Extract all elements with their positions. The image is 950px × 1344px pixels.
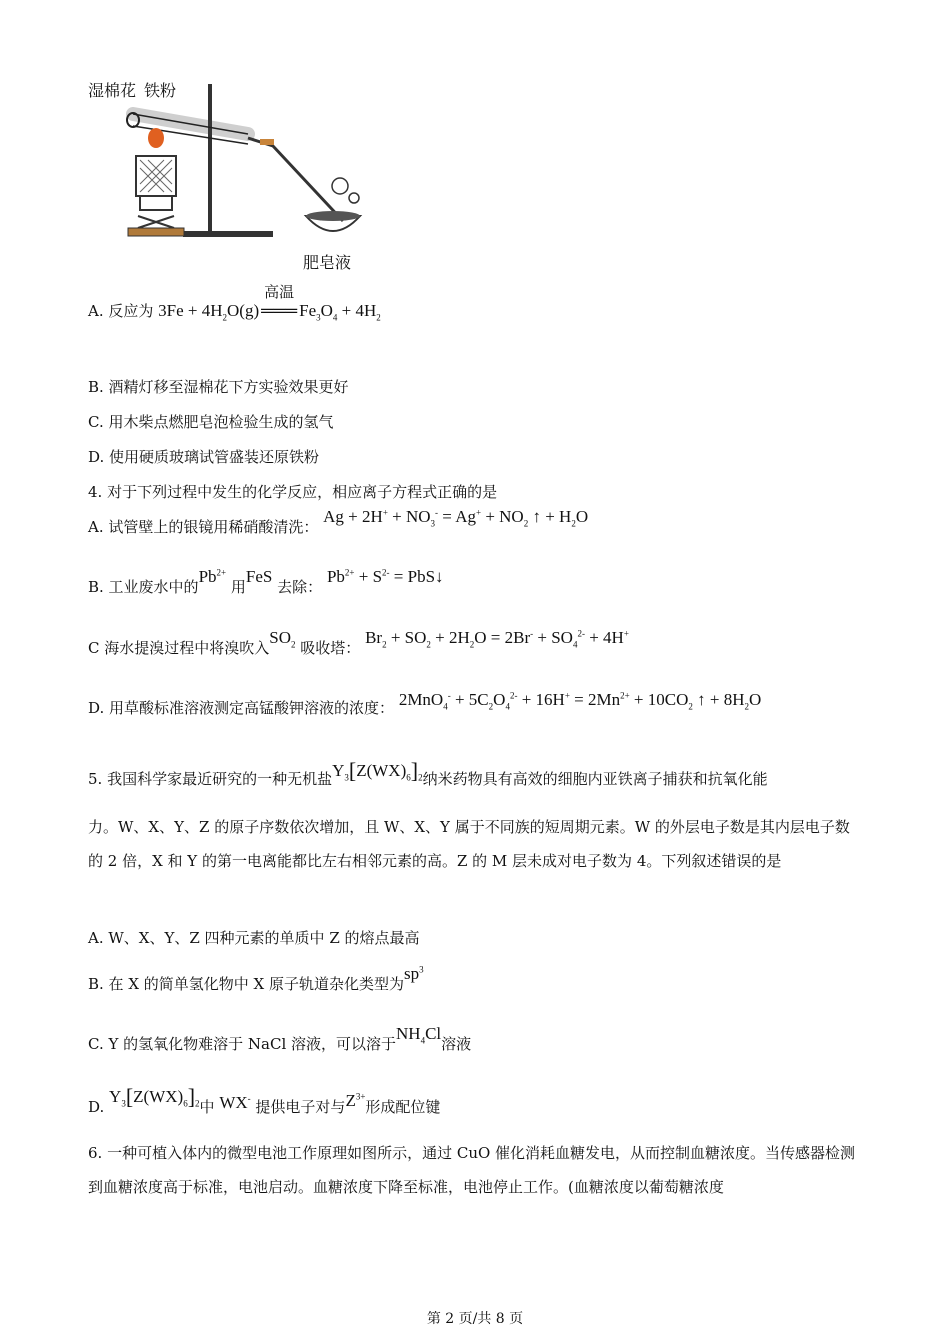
q5-option-d-text3: 提供电子对与 — [255, 1098, 346, 1116]
q5-stem-start: 5. 我国科学家最近研究的一种无机盐 — [88, 770, 333, 788]
q4-option-c-text1: C 海水提溴过程中将溴吹入 — [88, 639, 270, 657]
q5-option-d-text1: D. — [88, 1098, 105, 1116]
q5-option-d-text4: 形成配位键 — [365, 1098, 441, 1116]
q6-stem: 6. 一种可植入体内的微型电池工作原理如图所示，通过 CuO 催化消耗血糖发电，从而控制血糖浓度。当传感器检测到血糖浓度高于标准，电池启动。血糖浓度下降至标准，电池停止工作。(血糖浓度以葡萄糖浓度 — [88, 1144, 856, 1196]
q5-stem-end: 纳米药物具有高效的细胞内亚铁离子捕获和抗氧化能 — [422, 770, 768, 788]
q4-option-b: B. 工业废水中的$Pb^{2+}$ 用FeS 去除： $Pb^{2+} + S^{2-}$ = PbS↓ — [88, 567, 444, 596]
q5-option-c: C. Y 的氢氧化物难溶于 NaCl 溶液，可以溶于$NH_4Cl$溶液 — [88, 1024, 472, 1053]
label-iron-powder: 铁粉 — [144, 81, 177, 100]
q3-option-a: A. 反应为 $3Fe + 4H_2O(g)$ 高温 ═══ $Fe_3O_4 + 4H_2$ — [88, 300, 381, 322]
q4-option-a — [88, 507, 589, 538]
q4-option-b-text2: 用 — [230, 578, 246, 596]
q5-stem-line1 — [88, 758, 768, 792]
q3-option-a-prefix: A. 反应为 — [88, 302, 154, 320]
q5-option-b-text: B. 在 X 的简单氢化物中 X 原子轨道杂化类型为 — [88, 975, 404, 993]
q4-option-b-text1: B. 工业废水中的 — [88, 578, 199, 596]
q4-option-c: C 海水提溴过程中将溴吹入$SO_2$ 吸收塔： $Br_2 + SO_2 + 2H_2O = 2Br^- + SO_4^{2-} + 4H^+$ — [88, 628, 629, 657]
q5-option-d: D. $Y_3[Z(WX)_6]_2$中 WX- 提供电子对与$Z^{3+}$形成配位键 — [88, 1084, 441, 1116]
q4-option-a-text: A. 试管壁上的银镜用稀硝酸清洗： — [88, 518, 319, 536]
q4-option-a-equation: $Ag + 2H^+ + NO_3^- = Ag^+ + NO_2$ ↑ + $H_2O$ — [323, 507, 589, 529]
q4-option-d-text: D. 用草酸标准溶液测定高锰酸钾溶液的浓度： — [88, 699, 395, 717]
q5-option-d-text2: 中 — [199, 1098, 215, 1116]
q4-option-b-equation: $Pb^{2+} + S^{2-}$ = PbS↓ — [326, 567, 444, 586]
q4-stem: 4. 对于下列过程中发生的化学反应，相应离子方程式正确的是 — [88, 483, 498, 501]
label-wet-cotton: 湿棉花 — [88, 81, 137, 100]
q5-option-b: B. 在 X 的简单氢化物中 X 原子轨道杂化类型为$sp^3$ — [88, 964, 424, 993]
q4-option-d-equation: $2MnO_4^- + 5C_2O_4^{2-} + 16H^+ = 2Mn^{2+} + 10CO_2$ ↑ + $8H_2O$ — [398, 690, 762, 712]
q4-option-c-text2: 吸收塔： — [300, 639, 361, 657]
q4-option-c-equation: $Br_2 + SO_2 + 2H_2O = 2Br^- + SO_4^{2-} + 4H^+$ — [365, 628, 629, 650]
reaction-condition: 高温 — [264, 285, 295, 301]
label-soap-solution: 肥皂液 — [303, 253, 352, 272]
q5-option-c-text2: 溶液 — [441, 1035, 472, 1053]
page-footer: 第 2 页/共 8 页 — [426, 1311, 524, 1327]
q4-option-b-text3: 去除： — [277, 578, 323, 596]
q4-option-d — [88, 690, 762, 719]
q3-option-c: C. 用木柴点燃肥皂泡检验生成的氢气 — [88, 413, 334, 431]
q5-option-c-text1: C. Y 的氢氧化物难溶于 NaCl 溶液，可以溶于 — [88, 1035, 397, 1053]
q3-option-d: D. 使用硬质玻璃试管盛装还原铁粉 — [88, 448, 320, 466]
q5-option-a: A. W、X、Y、Z 四种元素的单质中 Z 的熔点最高 — [88, 929, 420, 947]
q5-formula: $Y_3[Z(WX)_6]_2$ — [332, 758, 423, 783]
q3-option-b: B. 酒精灯移至湿棉花下方实验效果更好 — [88, 378, 349, 396]
experiment-figure — [88, 76, 378, 276]
apparatus-illustration — [88, 76, 378, 276]
q5-stem-paragraph: 力。W、X、Y、Z 的原子序数依次增加，且 W、X、Y 属于不同族的短周期元素。W 的外层电子数是其内层电子数的 2 倍，X 和 Y 的第一电离能都比左右相邻元素的高。Z 的 M 层未成对电子数为 4。下列叙述错误的是 — [88, 818, 850, 870]
